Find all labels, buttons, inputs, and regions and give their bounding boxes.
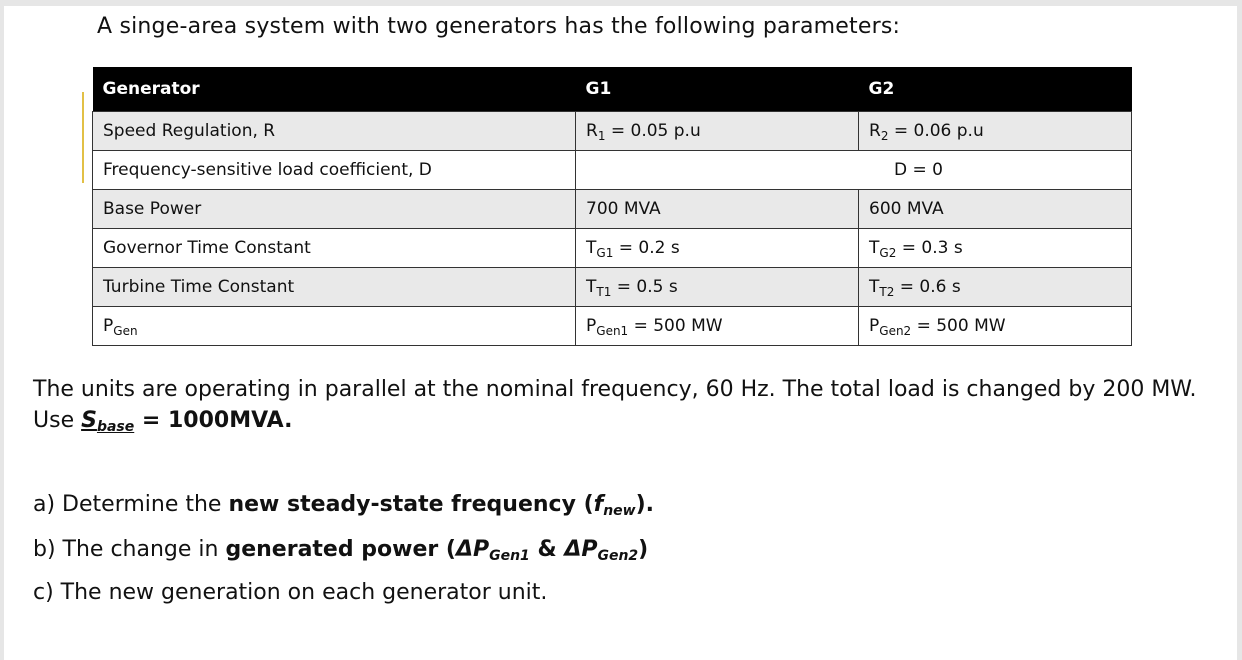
cell-g2: $R_2 = 0.06$ p.u bbox=[859, 112, 1132, 151]
row-label: Governor Time Constant bbox=[93, 229, 576, 268]
table-row-pgen bbox=[93, 307, 1132, 346]
cell-g2: $T_{G2} = 0.3$ s bbox=[859, 229, 1132, 268]
problem-paragraph: The units are operating in parallel at the nominal frequency, 60 Hz. The total load is changed by 200 MW. Use $S_{base} = 1000MVA$. bbox=[33, 377, 1197, 435]
table-row-base-power bbox=[93, 190, 1132, 229]
cell-g1: $P_{Gen1} = 500$ MW bbox=[576, 307, 859, 346]
cell-g1: $T_{G1} = 0.2$ s bbox=[576, 229, 859, 268]
header-generator: Generator bbox=[93, 67, 576, 112]
row-label: $P_{Gen}$ bbox=[93, 307, 576, 346]
table-row-load-coefficient bbox=[93, 151, 1132, 190]
table-row-turbine bbox=[93, 268, 1132, 307]
cell-g1: $T_{T1} = 0.5$ s bbox=[576, 268, 859, 307]
table-row-governor bbox=[93, 229, 1132, 268]
question-c: c) The new generation on each generator unit. bbox=[33, 580, 548, 605]
row-label: Base Power bbox=[93, 190, 576, 229]
cell-g2: $P_{Gen2} = 500$ MW bbox=[859, 307, 1132, 346]
header-g1: G1 bbox=[576, 67, 859, 112]
cell-g1: $R_1 = 0.05$ p.u bbox=[576, 112, 859, 151]
table-row-speed-regulation bbox=[93, 112, 1132, 151]
row-label: Turbine Time Constant bbox=[93, 268, 576, 307]
window-frame-top bbox=[0, 0, 1242, 6]
parameters-table bbox=[92, 67, 1132, 346]
question-b: b) The change in generated power ($\Delta P_{Gen1}$ & $\Delta P_{Gen2}$) bbox=[33, 537, 649, 564]
sbase-value: $S_{base} = 1000MVA$. bbox=[81, 408, 293, 435]
row-label: Frequency-sensitive load coefficient, D bbox=[93, 151, 576, 190]
accent-bar bbox=[82, 92, 84, 183]
cell-g1: 700 MVA bbox=[576, 190, 859, 229]
intro-text: A singe-area system with two generators has the following parameters: bbox=[97, 14, 901, 39]
window-frame-left bbox=[0, 0, 4, 660]
header-g2: G2 bbox=[859, 67, 1132, 112]
cell-g2: 600 MVA bbox=[859, 190, 1132, 229]
table-header-row bbox=[93, 67, 1132, 112]
window-frame-right bbox=[1237, 0, 1242, 660]
row-label: Speed Regulation, R bbox=[93, 112, 576, 151]
question-a: a) Determine the new steady-state frequency $(f_{new})$. bbox=[33, 492, 655, 519]
cell-merged-value: D = 0 bbox=[576, 151, 1132, 190]
cell-g2: $T_{T2} = 0.6$ s bbox=[859, 268, 1132, 307]
